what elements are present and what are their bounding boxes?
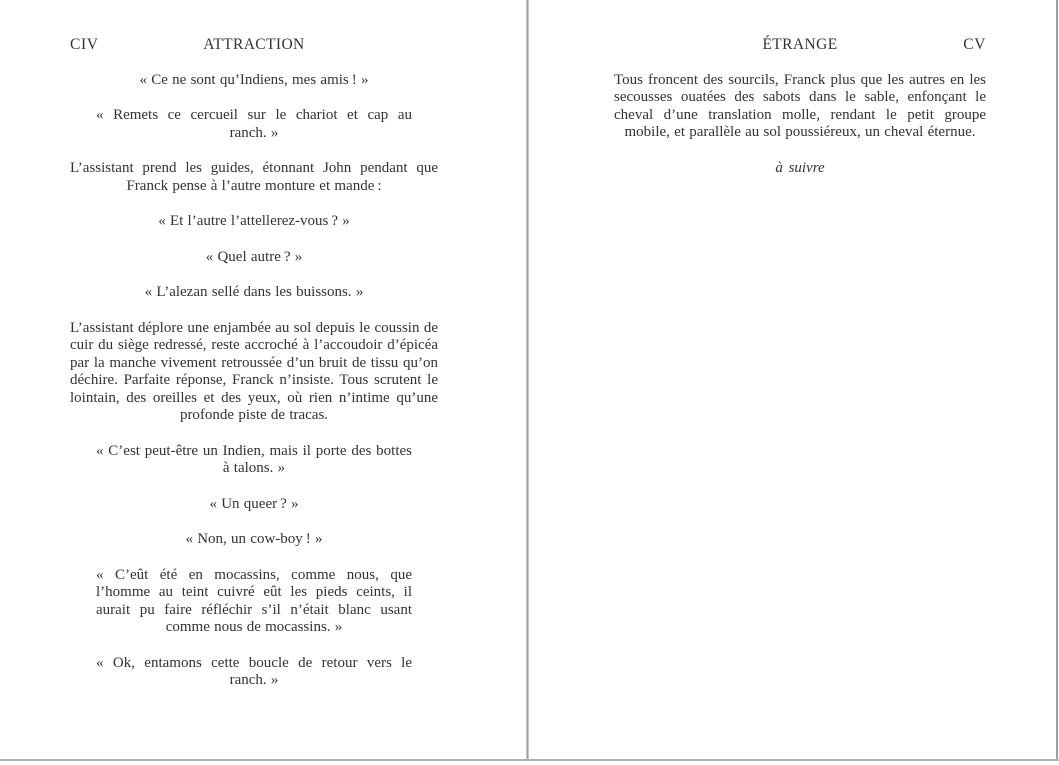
dialogue-paragraph: « C’eût été en mocassins, comme nous, que l’homme au teint cuivré eût les pieds ceints, il aurait pu faire réfléchir s’il n’était blanc usant comme nous de mocassins. » — [96, 566, 412, 635]
dialogue-paragraph: « Remets ce cercueil sur le chariot et cap au ranch. » — [96, 107, 412, 141]
dialogue-paragraph: « Un queer ? » — [209, 495, 299, 512]
dialogue-paragraph: « L’alezan sellé dans les buissons. » — [144, 284, 364, 300]
right-page-running-header — [614, 36, 986, 54]
narrative-paragraph: L’assistant déplore une enjambée au sol depuis le coussin de cuir du siège redressé, reste accroché à l’accoudoir d’épicéa par la manche vivement retroussée d’un bruit de tissu qu’on déchire. Parfaite réponse, Franck n’insiste. Tous scrutent le lointain, des oreilles et des yeux, où rien n’intime qu’une profonde piste de tracas. — [70, 319, 438, 423]
left-page — [70, 36, 438, 690]
right-page-edge-border — [1056, 0, 1058, 761]
dialogue-paragraph: « Quel autre ? » — [205, 248, 303, 265]
right-page-running-title: ÉTRANGE — [762, 36, 838, 53]
dialogue-paragraph: « Ok, entamons cette boucle de retour vers le ranch. » — [96, 654, 412, 688]
left-page-running-header — [70, 36, 438, 54]
dialogue-paragraph: « Non, un cow-boy ! » — [185, 531, 323, 547]
dialogue-paragraph: « Et l’autre l’attellerez-vous ? » — [158, 213, 350, 229]
right-page — [614, 36, 986, 177]
right-page-number: CV — [963, 36, 986, 53]
right-page-text-block — [614, 72, 986, 142]
continuation-note: à suivre — [775, 159, 825, 176]
left-page-running-title: ATTRACTION — [203, 36, 305, 53]
left-page-number: CIV — [70, 36, 99, 53]
narrative-paragraph: L’assistant prend les guides, étonnant John pendant que Franck pense à l’autre monture et mande : — [70, 160, 438, 194]
dialogue-paragraph: « C’est peut-être un Indien, mais il porte des bottes à talons. » — [96, 442, 412, 476]
page-gutter-divider — [526, 0, 529, 761]
pages-bottom-border — [0, 759, 1059, 761]
narrative-paragraph: Tous froncent des sourcils, Franck plus que les autres en les secousses ouatées des sabots dans le sable, enfonçant le cheval d’une translation molle, rendant le petit groupe mobile, et parallèle au sol poussiéreux, un cheval éternue. — [614, 71, 986, 140]
left-page-text-block — [70, 72, 438, 690]
dialogue-paragraph: « Ce ne sont qu’Indiens, mes amis ! » — [139, 71, 369, 88]
